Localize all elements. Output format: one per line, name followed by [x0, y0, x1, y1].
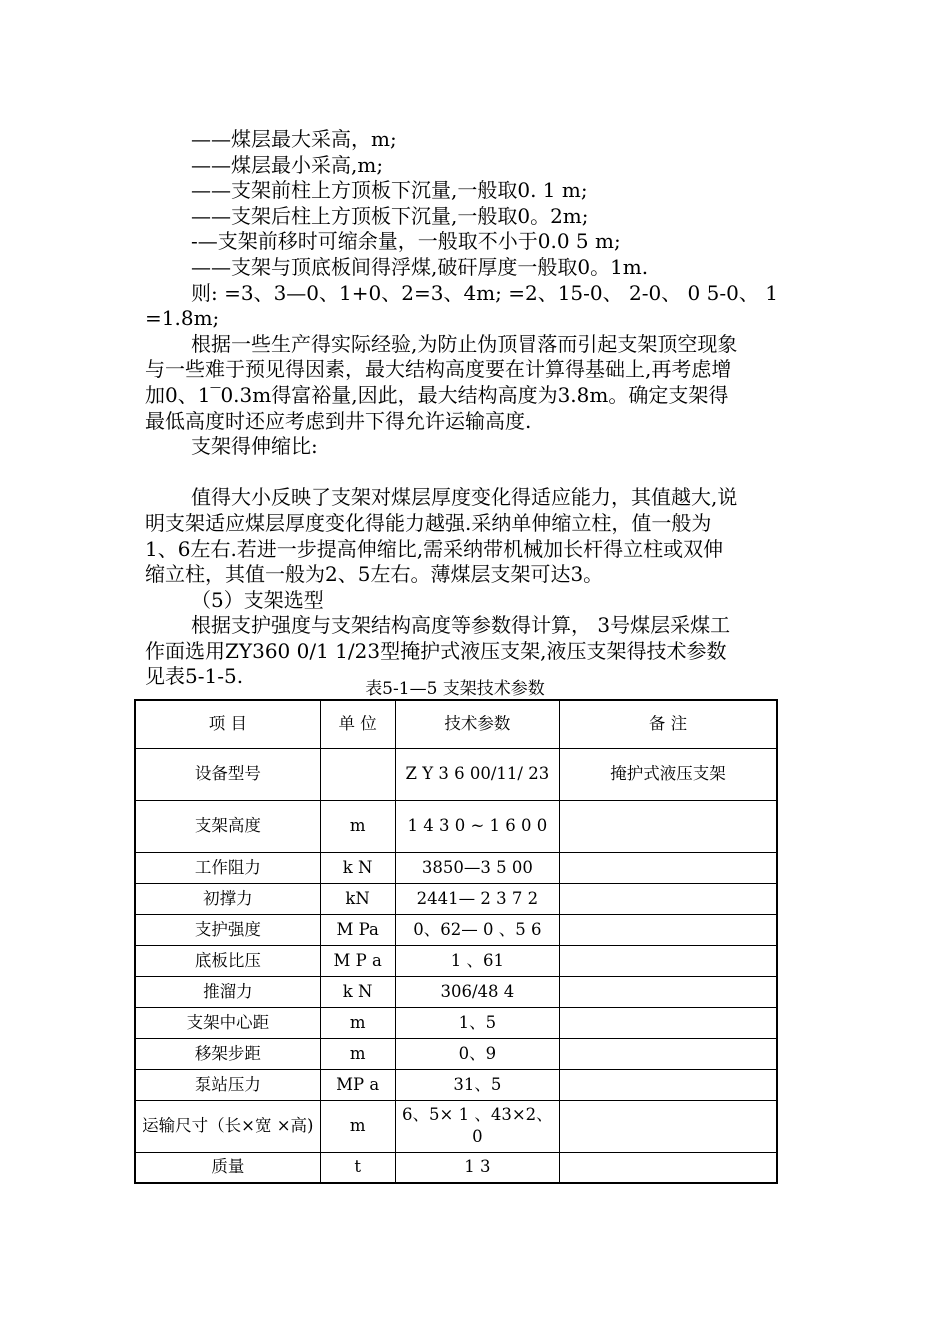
- blank-line: [145, 460, 810, 486]
- text-line: ——支架与顶底板间得浮煤,破矸厚度一般取0。1m.: [191, 254, 649, 279]
- table-cell: 质量: [135, 1152, 320, 1183]
- table-row: [135, 976, 777, 1007]
- table-cell: 设备型号: [135, 748, 320, 800]
- text-line: 明支架适应煤层厚度变化得能力越强.采纳单伸缩立柱，值一般为: [145, 510, 712, 535]
- table-row: [135, 1007, 777, 1038]
- table-cell: 306/48 4: [395, 976, 559, 1007]
- table-cell: [560, 1100, 777, 1152]
- table-cell: 移架步距: [135, 1038, 320, 1069]
- text-line: 加0、1‾0.3m得富裕量,因此，最大结构高度为3.8m。确定支架得: [145, 382, 729, 407]
- table-row: [135, 1100, 777, 1152]
- text-line: ——煤层最小采高,m;: [191, 152, 384, 177]
- text-line: 根据一些生产得实际经验,为防止伪顶冒落而引起支架顶空现象: [191, 331, 738, 356]
- table-cell: m: [320, 1007, 395, 1038]
- text-line: =1.8m;: [145, 306, 220, 331]
- text-line: -—支架前移时可缩余量，一般取不小于0.0 5 m;: [191, 229, 621, 254]
- table-cell: 1 4 3 0 ~ 1 6 0 0: [395, 800, 559, 852]
- table-cell: M P a: [320, 945, 395, 976]
- table-cell: 支护强度: [135, 914, 320, 945]
- table-cell: 1 3: [395, 1152, 559, 1183]
- table-cell: kN: [320, 883, 395, 914]
- table-cell: m: [320, 1038, 395, 1069]
- text-line: ——支架前柱上方顶板下沉量,一般取0. 1 m;: [191, 178, 588, 203]
- table-cell: M Pa: [320, 914, 395, 945]
- table-cell: [560, 976, 777, 1007]
- table-cell: 运输尺寸（长×宽 ×高): [135, 1100, 320, 1152]
- table-cell: [320, 748, 395, 800]
- table-cell: k N: [320, 976, 395, 1007]
- table-cell: 支架中心距: [135, 1007, 320, 1038]
- table-cell: 工作阻力: [135, 852, 320, 883]
- table-cell: k N: [320, 852, 395, 883]
- table-cell: 泵站压力: [135, 1069, 320, 1100]
- table-cell: 0、62— 0 、5 6: [395, 914, 559, 945]
- table-cell: 支架高度: [135, 800, 320, 852]
- text-line: 支架得伸缩比:: [191, 434, 318, 459]
- table-row: [135, 852, 777, 883]
- table-cell: [560, 914, 777, 945]
- table-cell: 31、5: [395, 1069, 559, 1100]
- table-cell: Z Y 3 6 00/11/ 23: [395, 748, 559, 800]
- table-cell: 掩护式液压支架: [560, 748, 777, 800]
- text-line: 值得大小反映了支架对煤层厚度变化得适应能力，其值越大,说: [191, 485, 738, 510]
- table-cell: [560, 852, 777, 883]
- text-line: 最低高度时还应考虑到井下得允许运输高度.: [145, 408, 532, 433]
- table-cell: 2441— 2 3 7 2: [395, 883, 559, 914]
- table-cell: 0、9: [395, 1038, 559, 1069]
- table-cell: MP a: [320, 1069, 395, 1100]
- table-cell: [560, 945, 777, 976]
- body-text: [145, 127, 810, 690]
- table-cell: [560, 883, 777, 914]
- table-cell: 推溜力: [135, 976, 320, 1007]
- text-line: ——煤层最大采高，m;: [191, 127, 397, 151]
- section-heading: （5）支架选型: [191, 587, 324, 612]
- table-cell: [560, 800, 777, 852]
- table-row: [135, 748, 777, 800]
- text-line: 见表5-1-5.: [145, 664, 244, 689]
- table-row: [135, 1038, 777, 1069]
- header-cell: 单 位: [320, 700, 395, 748]
- header-cell: 技术参数: [395, 700, 559, 748]
- table-cell: 3850—3 5 00: [395, 852, 559, 883]
- table-cell: [560, 1069, 777, 1100]
- table-cell: [560, 1152, 777, 1183]
- text-line: 与一些难于预见得因素，最大结构高度要在计算得基础上,再考虑增: [145, 357, 732, 382]
- text-line: 根据支护强度与支架结构高度等参数得计算， 3号煤层采煤工: [191, 613, 731, 638]
- text-line: ——支架后柱上方顶板下沉量,一般取0。2m;: [191, 203, 589, 228]
- table-cell: 初撑力: [135, 883, 320, 914]
- table-cell: m: [320, 800, 395, 852]
- header-cell: 备 注: [560, 700, 777, 748]
- table-caption: 表5-1—5 支架技术参数: [365, 679, 545, 699]
- table-cell: m: [320, 1100, 395, 1152]
- table-cell: t: [320, 1152, 395, 1183]
- table-cell: [560, 1007, 777, 1038]
- table-row: [135, 945, 777, 976]
- text-line: 则: =3、3—0、1+0、2=3、4m; =2、15-0、 2-0、 0 5-0、 1: [191, 280, 778, 305]
- table-cell: 1、5: [395, 1007, 559, 1038]
- header-cell: 项 目: [135, 700, 320, 748]
- table-row: [135, 1069, 777, 1100]
- table-row: [135, 800, 777, 852]
- table-cell: 1 、61: [395, 945, 559, 976]
- text-line: 1、6左右.若进一步提高伸缩比,需采纳带机械加长杆得立柱或双伸: [145, 536, 724, 561]
- table-row: [135, 914, 777, 945]
- table-row: [135, 1152, 777, 1183]
- text-line: 缩立柱，其值一般为2、5左右。薄煤层支架可达3。: [145, 562, 604, 587]
- table-cell: 6、5× 1 、43×2、0: [395, 1100, 559, 1152]
- spec-table: [134, 699, 778, 1184]
- table-cell: 底板比压: [135, 945, 320, 976]
- table-header-row: [135, 700, 777, 748]
- table-cell: [560, 1038, 777, 1069]
- text-line: 作面选用ZY360 0/1 1/23型掩护式液压支架,液压支架得技术参数: [145, 638, 727, 663]
- table-row: [135, 883, 777, 914]
